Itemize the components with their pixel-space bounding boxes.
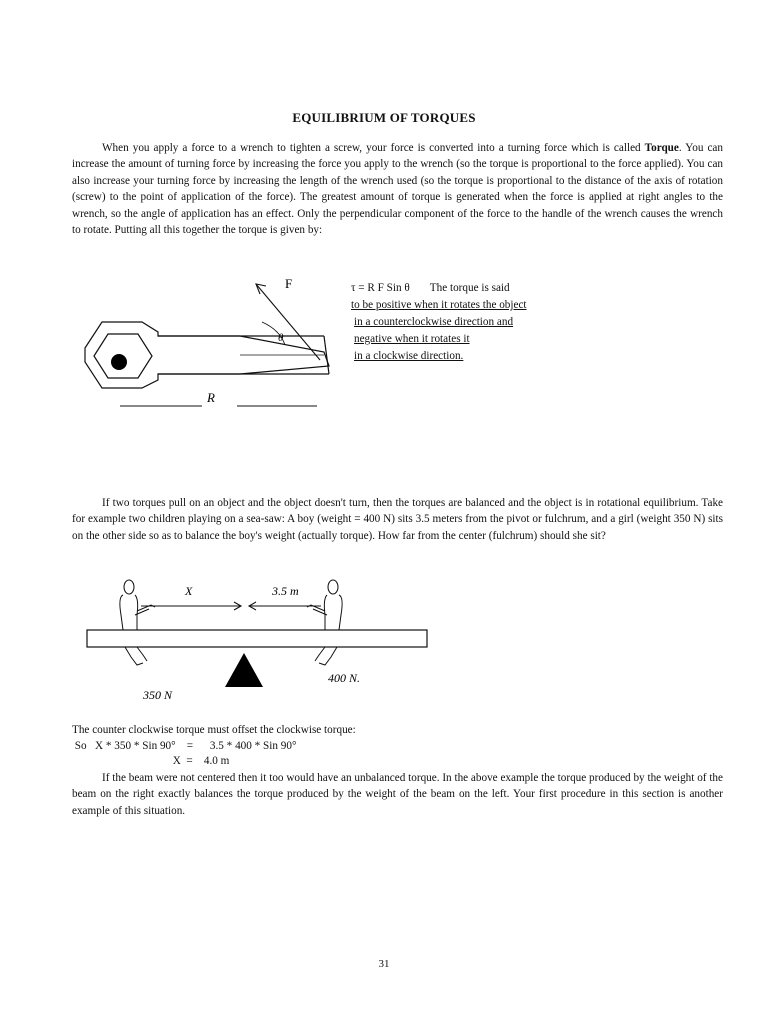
radius-label: R (207, 390, 215, 405)
boy-weight-label: 400 N. (328, 671, 361, 685)
fulcrum (225, 653, 263, 687)
beam-text: If the beam were not centered then it too would have an unbalanced torque. In the above example the torque produced by the weight of the beam on the right exactly balances the torque produced by the weight of the beam on the left. Your first procedure in this section is another example of this situation. (72, 772, 723, 817)
page-title: EQUILIBRIUM OF TORQUES (292, 110, 476, 125)
beam-paragraph (72, 770, 723, 819)
seesaw-diagram (85, 575, 435, 710)
girl-figure (120, 580, 155, 665)
calc-line-2: X = 4.0 m (72, 755, 230, 767)
wrench-diagram (80, 270, 340, 420)
seesaw-text: If two torques pull on an object and the object doesn't turn, then the torques are balanced and the object is in rotational equilibrium. Take for example two children playing on a sea-saw: A boy (weight = 400 N) sits 3.5 meters from the pivot or fulchrum, and a girl (weight 350 N) sits on the other side so as to balance the boy's weight (actually torque). How far from the center (fulchrum) should she sit? (72, 497, 723, 542)
torque-def-line-3: in a counterclockwise direction and (354, 316, 514, 328)
torque-definition (351, 280, 571, 365)
boy-figure (307, 580, 342, 665)
calc-line-1: So X * 350 * Sin 90° = 3.5 * 400 * Sin 90° (72, 739, 297, 752)
force-label: F (285, 276, 293, 291)
x-distance-label: X (185, 584, 193, 598)
torque-formula-row (351, 280, 571, 297)
page-number: 31 (378, 958, 390, 970)
torque-def-line-2: to be positive when it rotates the object (351, 299, 527, 311)
seesaw-beam (87, 630, 427, 647)
right-distance-label: 3.5 m (272, 584, 299, 598)
torque-def-line-1: The torque is said (429, 282, 510, 294)
intro-paragraph (72, 140, 723, 238)
angle-label: θ (278, 332, 284, 344)
force-vector (256, 284, 320, 360)
girl-weight-label: 350 N (143, 688, 173, 702)
screw-axis (111, 354, 127, 370)
seesaw-paragraph (72, 495, 723, 544)
calc-intro: The counter clockwise torque must offset the clockwise torque: (72, 724, 356, 736)
torque-term: Torque (644, 142, 679, 154)
torque-def-line-5: in a clockwise direction. (354, 350, 464, 362)
intro-text-end: . You can increase the amount of turning force by increasing the force you apply to the wrench (so the torque is proportional to the force applied). You can also increase your turning force by increasing the length of the wrench used (so the torque is proportional to the distance of the axis of rotation (screw) to the point of application of the force). The greatest amount of torque is generated when the force is applied at right angles to the wrench, so the angle of application has an effect. Only the perpendicular component of the force to the handle of the wrench causes the wrench to rotate. Putting all this together the torque is given by: (72, 142, 723, 237)
intro-text-start: When you apply a force to a wrench to tighten a screw, your force is converted into a turning force which is called (102, 142, 645, 154)
calculation-block (72, 723, 356, 770)
torque-def-line-4: negative when it rotates it (354, 333, 470, 345)
torque-formula: τ = R F Sin θ (351, 282, 410, 294)
